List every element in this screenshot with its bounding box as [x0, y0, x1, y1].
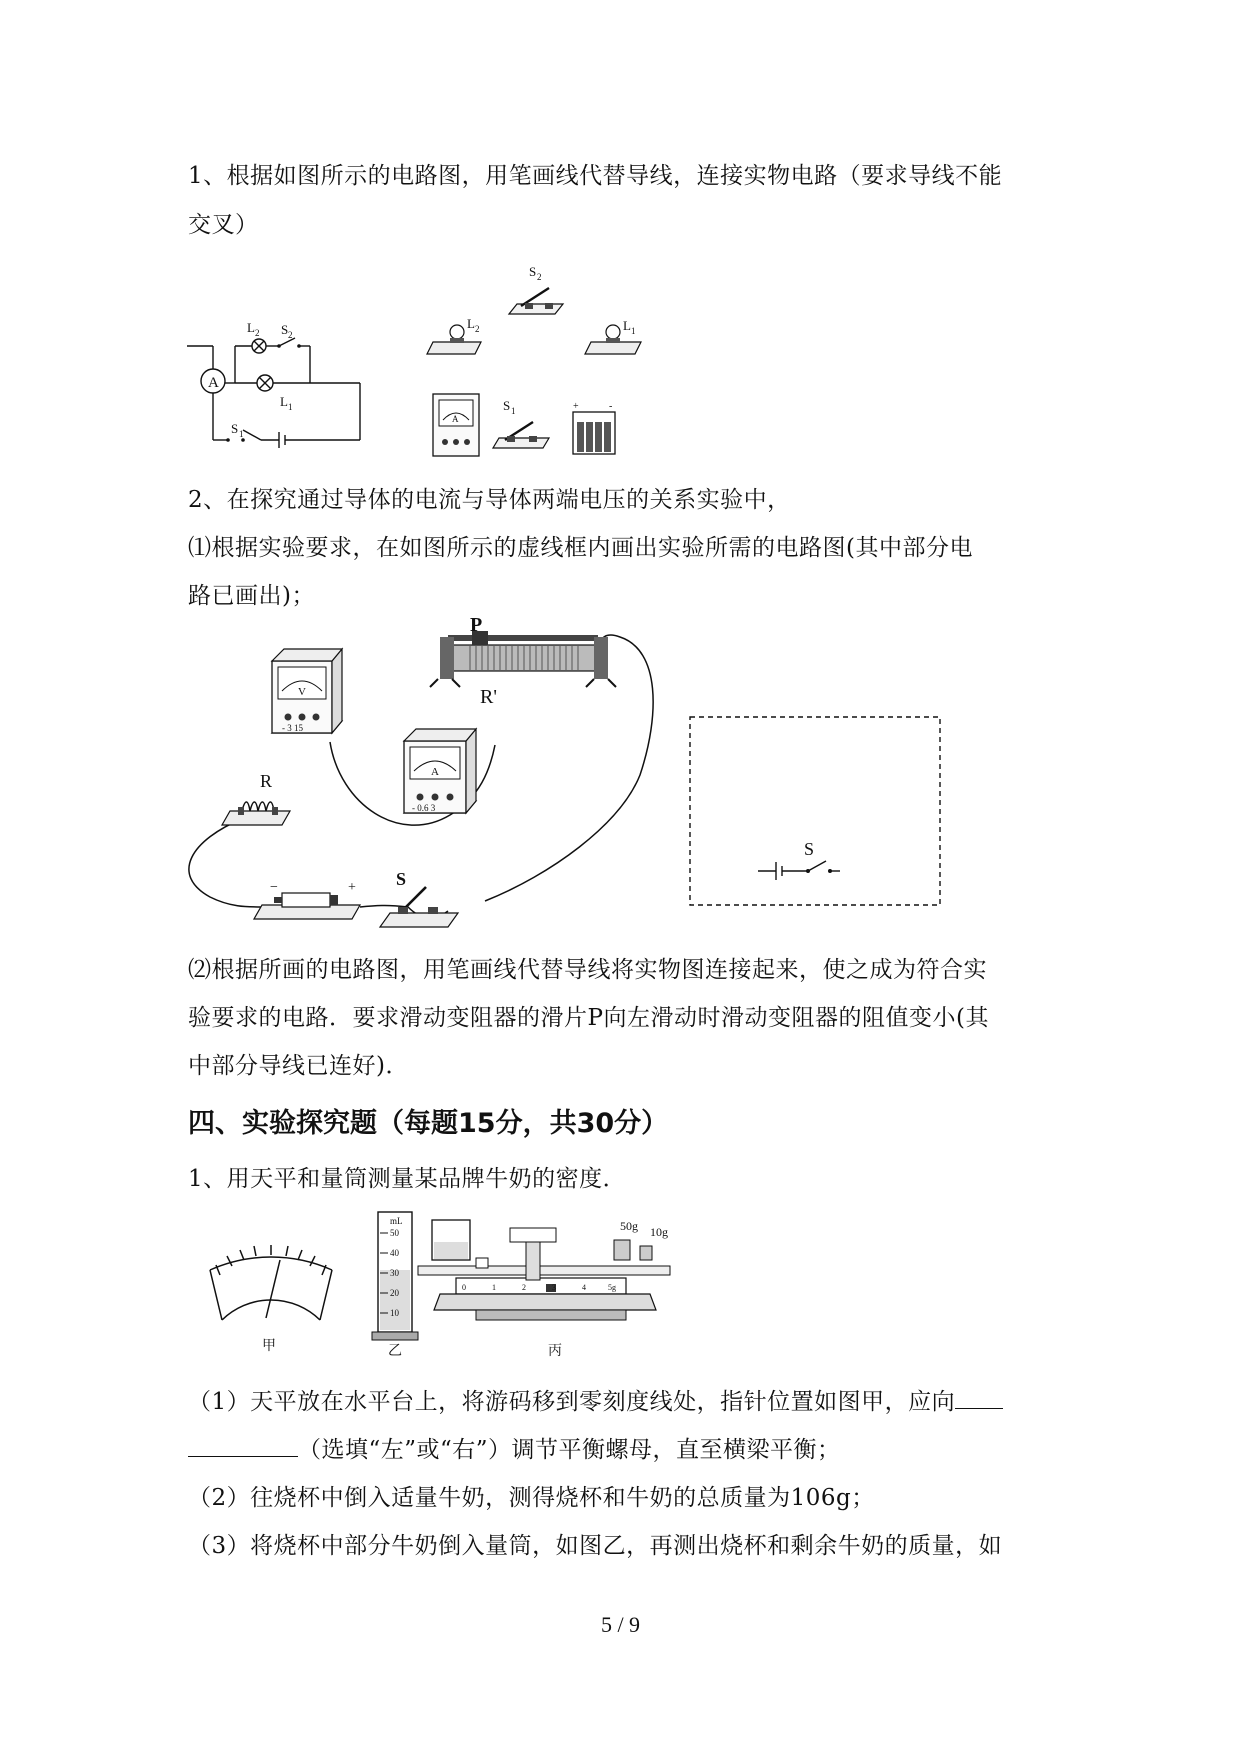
real-s1-label: S — [503, 398, 511, 413]
ammeter — [404, 729, 476, 813]
voltmeter-label: V — [298, 686, 306, 698]
q2-part2-line3: 中部分导线已连好)． — [188, 1053, 409, 1079]
schematic-ammeter-label: A — [208, 375, 219, 391]
cylinder-tick-10: 10 — [390, 1308, 399, 1318]
balance-bing — [418, 1219, 670, 1320]
real-l2-sub: 2 — [475, 324, 480, 334]
answer-blank-1b[interactable] — [188, 1434, 298, 1457]
s4-sub1-text2: （选填“左”或“右”）调节平衡螺母，直至横梁平衡； — [298, 1437, 841, 1463]
resistor-label: R — [260, 771, 273, 791]
answer-blank-1a[interactable] — [955, 1386, 1003, 1409]
q2-part1-line1: ⑴根据实验要求，在如图所示的虚线框内画出实验所需的电路图(其中部分电 — [188, 535, 973, 561]
scale-5g: 5g — [608, 1283, 616, 1292]
rheostat — [430, 614, 616, 708]
q1-text-line2: 交叉） — [188, 212, 259, 238]
schematic-s1-label: S — [231, 421, 239, 436]
schematic-s1-sub: 1 — [239, 429, 244, 439]
cylinder-tick-30: 30 — [390, 1268, 399, 1278]
s4-sub1-line1 — [188, 1386, 1003, 1418]
real-l1-sub: 1 — [631, 326, 636, 336]
real-ammeter — [433, 394, 479, 456]
weight-50g: 50g — [620, 1219, 638, 1233]
battery-plus: + — [348, 880, 356, 895]
scale-2: 2 — [522, 1283, 526, 1292]
real-s2-sub: 2 — [537, 272, 542, 282]
cylinder-tick-50: 50 — [390, 1228, 399, 1238]
q2-part2-line2: 验要求的电路．要求滑动变阻器的滑片P向左滑动时滑动变阻器的阻值变小(其 — [188, 1005, 989, 1031]
svg-text:+: + — [573, 401, 579, 412]
s4-sub1-text: （1）天平放在水平台上，将游码移到零刻度线处，指针位置如图甲，应向 — [188, 1389, 956, 1415]
pointer-dial-jia — [210, 1245, 332, 1320]
label-jia: 甲 — [262, 1339, 276, 1354]
resistor — [222, 771, 290, 825]
real-l1-label: L — [623, 318, 631, 333]
schematic-s2-sub: 2 — [288, 330, 293, 340]
graduated-cylinder-yi — [372, 1212, 418, 1340]
cylinder-tick-40: 40 — [390, 1248, 399, 1258]
ammeter-scale: - 0.6 3 — [412, 803, 436, 813]
schematic-s2-label: S — [281, 322, 289, 337]
s4-q1-text: 1、用天平和量筒测量某品牌牛奶的密度． — [188, 1166, 627, 1192]
schematic-l2-sub: 2 — [255, 328, 260, 338]
s4-balance-figure — [200, 1210, 680, 1359]
scale-4: 4 — [582, 1283, 586, 1292]
dashed-answer-box — [690, 717, 940, 905]
battery-cell — [254, 880, 360, 919]
voltmeter-scale: - 3 15 — [282, 723, 303, 733]
q1-real-components — [425, 262, 685, 467]
real-battery-icon — [573, 401, 615, 454]
label-bing: 丙 — [548, 1344, 562, 1359]
schematic-l1-sub: 1 — [288, 402, 293, 412]
page-number: 5 / 9 — [600, 1612, 641, 1637]
scale-1: 1 — [492, 1283, 496, 1292]
cylinder-unit: mL — [390, 1216, 403, 1226]
q2-part1-line2: 路已画出)； — [188, 583, 315, 609]
voltmeter — [272, 649, 342, 733]
q2-text-line1: 2、在探究通过导体的电流与导体两端电压的关系实验中， — [188, 487, 791, 513]
cylinder-tick-20: 20 — [390, 1288, 399, 1298]
weight-10g: 10g — [650, 1225, 668, 1239]
real-s1-sub: 1 — [511, 406, 516, 416]
s4-sub2: （2）往烧杯中倒入适量牛奶，测得烧杯和牛奶的总质量为106g； — [188, 1485, 875, 1511]
real-switch-s2 — [509, 264, 563, 314]
label-yi: 乙 — [388, 1344, 402, 1359]
box-partial-circuit — [758, 861, 840, 880]
scale-3: 3 — [552, 1283, 556, 1292]
q1-schematic-diagram — [195, 320, 375, 450]
real-switch-s1 — [493, 398, 549, 448]
section-heading: 四、实验探究题（每题15分，共30分） — [188, 1108, 669, 1139]
real-lamp-l1 — [585, 318, 641, 354]
svg-text:-: - — [609, 401, 613, 412]
box-switch-label: S — [804, 839, 815, 859]
schematic-l1-label: L — [280, 394, 288, 409]
q2-part2-line1: ⑵根据所画的电路图，用笔画线代替导线将实物图连接起来，使之成为符合实 — [188, 957, 987, 983]
s4-sub1-line2 — [188, 1434, 841, 1466]
switch-s-label: S — [396, 869, 407, 889]
switch-s — [380, 869, 458, 927]
rheostat-p-label: P — [470, 614, 483, 636]
real-l2-label: L — [467, 316, 475, 331]
ammeter-label: A — [431, 766, 439, 778]
q2-experiment-figure — [190, 614, 970, 935]
q1-text-line1: 1、根据如图所示的电路图，用笔画线代替导线，连接实物电路（要求导线不能 — [188, 163, 1003, 189]
s4-sub3: （3）将烧杯中部分牛奶倒入量筒，如图乙，再测出烧杯和剩余牛奶的质量，如 — [188, 1533, 1003, 1559]
real-ammeter-label: A — [452, 414, 459, 424]
battery-minus: − — [270, 880, 278, 895]
real-s2-label: S — [529, 264, 537, 279]
scale-0: 0 — [462, 1283, 466, 1292]
schematic-l2-label: L — [247, 320, 255, 335]
real-lamp-l2 — [427, 316, 481, 354]
rheostat-r-label: R' — [480, 686, 497, 708]
